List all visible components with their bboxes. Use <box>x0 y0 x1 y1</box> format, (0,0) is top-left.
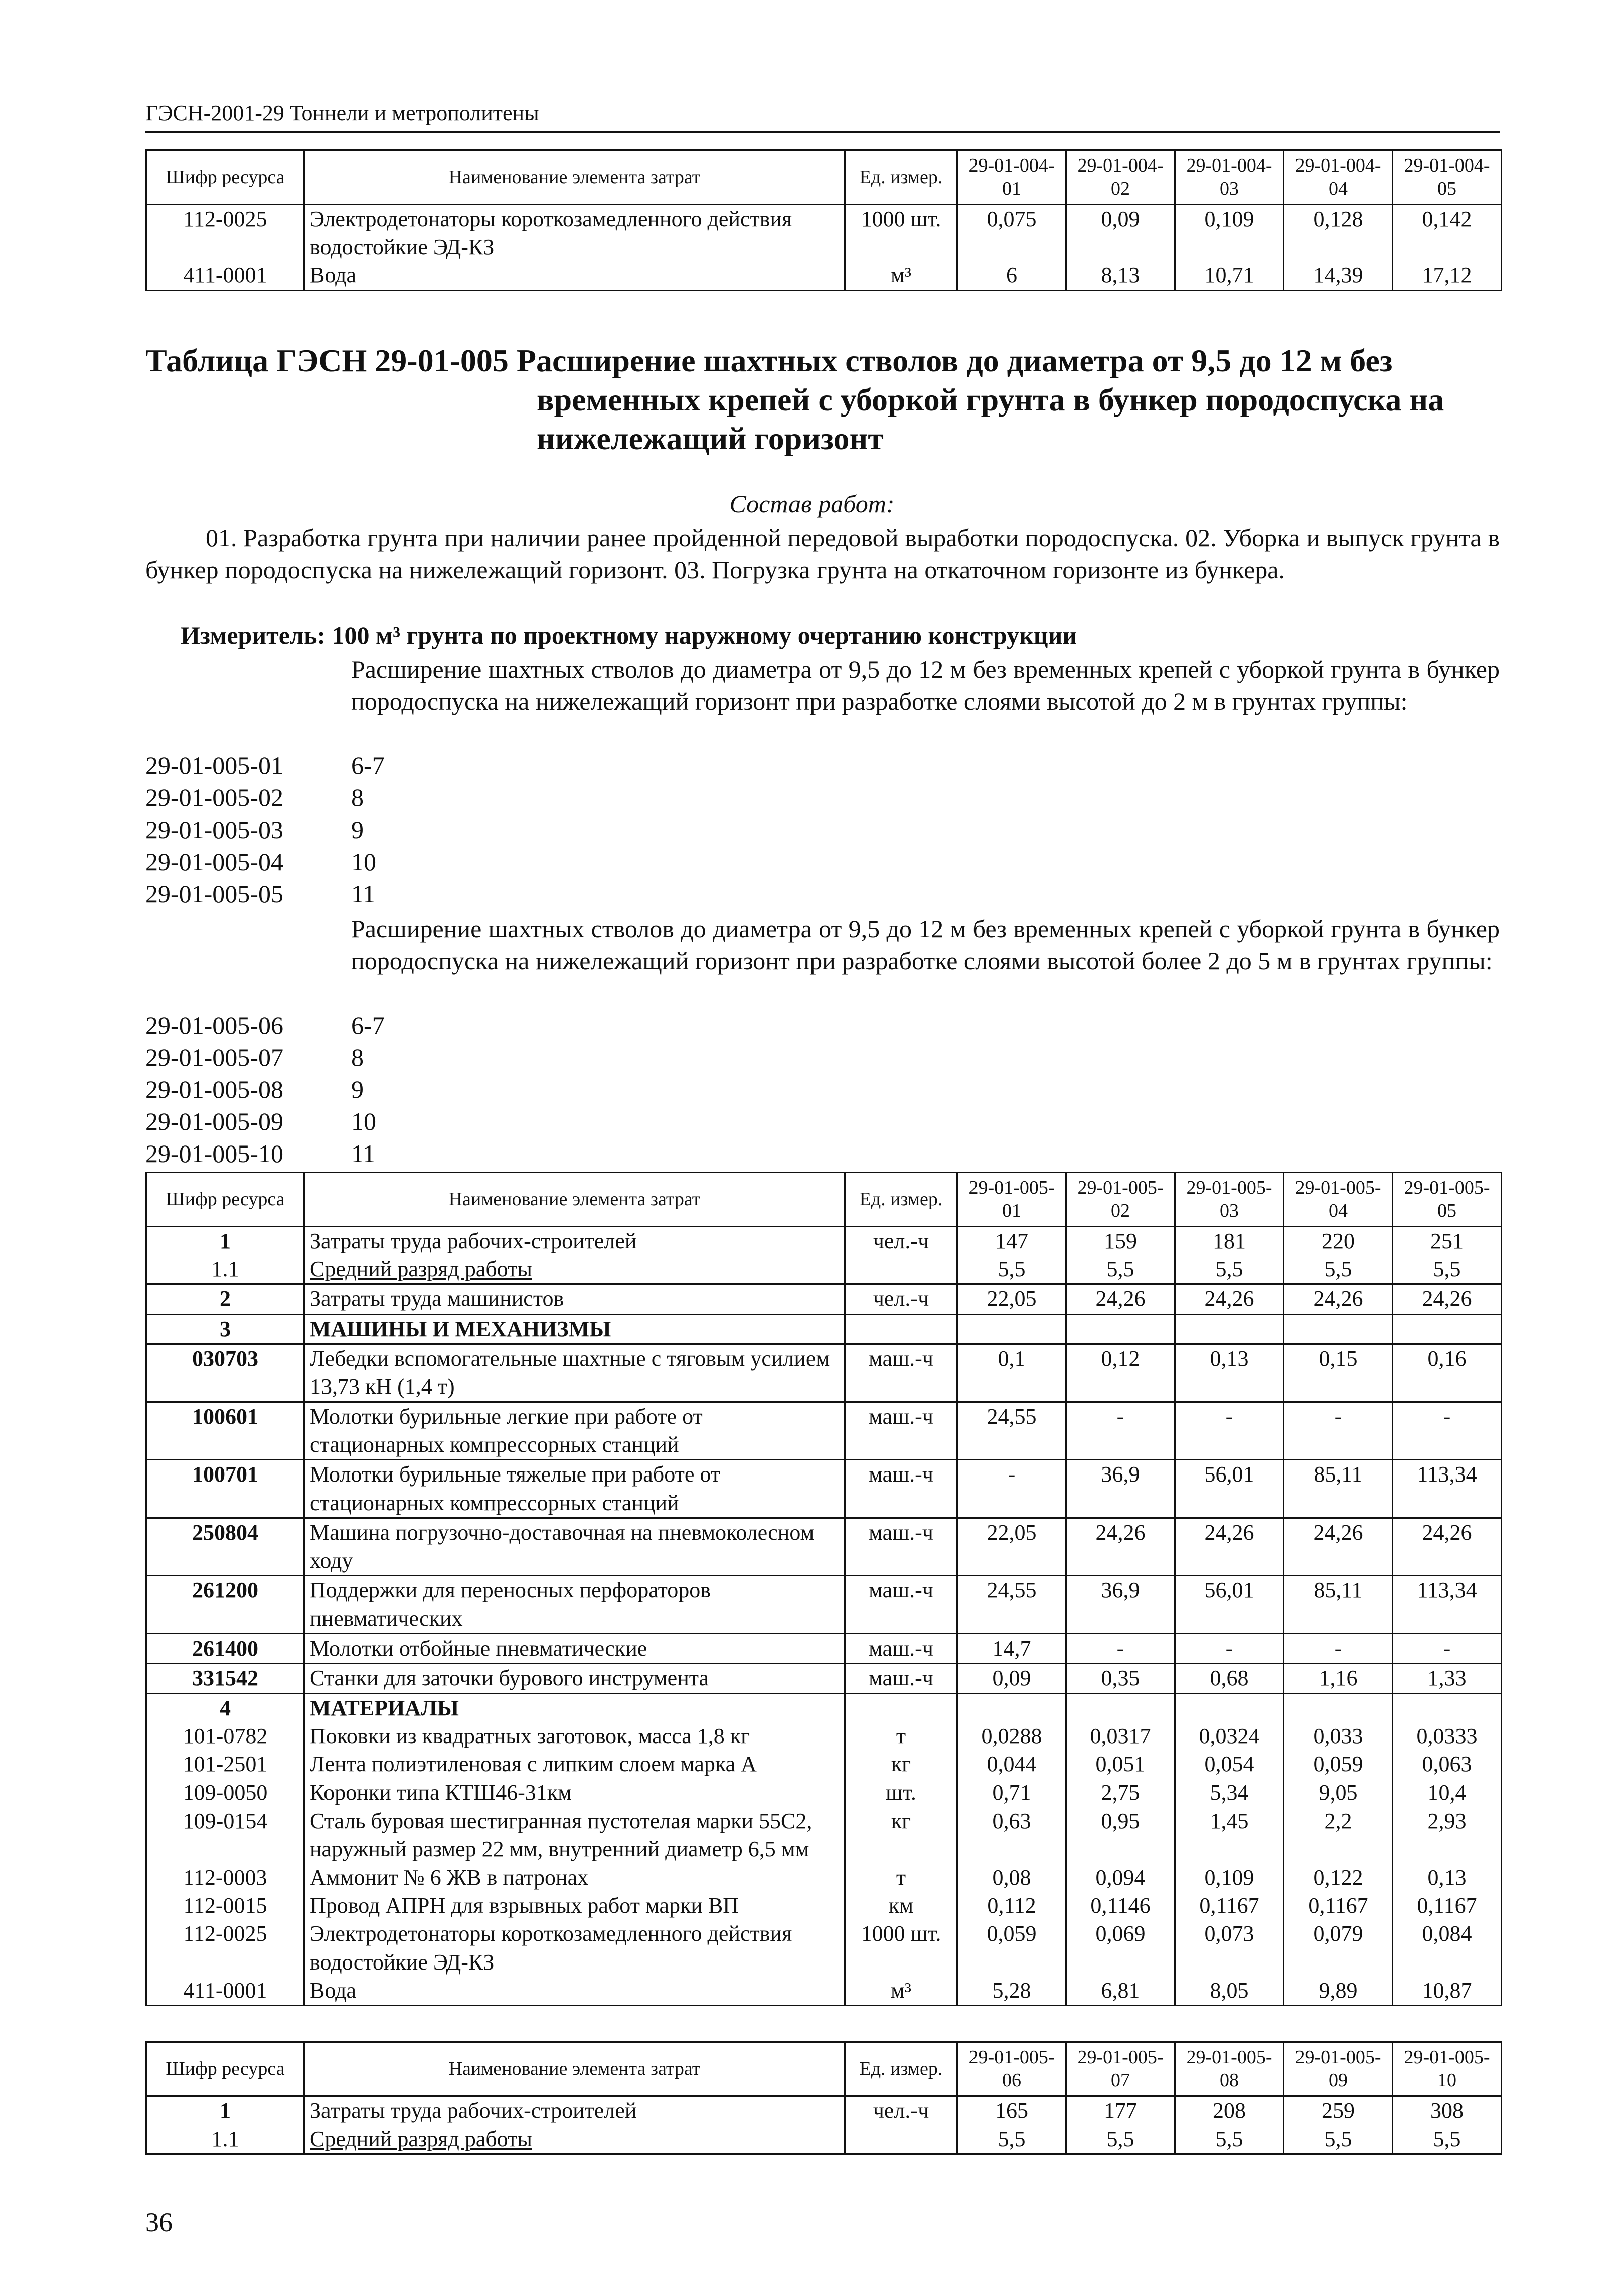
value-cell: 0,0288 <box>957 1722 1066 1750</box>
header-column: 29-01-004-01 <box>957 150 1066 205</box>
norm-code: 29-01-005-05 <box>145 880 283 908</box>
value-cell: 0,13 <box>1393 1864 1502 1892</box>
norm-code: 29-01-005-02 <box>145 783 283 811</box>
resource-code: 261200 <box>146 1576 304 1634</box>
cost-element-name: Затраты труда рабочих-строителей <box>304 2096 845 2125</box>
norm-code: 29-01-005-10 <box>145 1139 283 1168</box>
table-row <box>146 261 1502 290</box>
value-cell <box>1066 1693 1175 1722</box>
code-list-item <box>145 749 385 781</box>
unit-of-measure: маш.-ч <box>845 1664 957 1693</box>
resource-code: 1.1 <box>146 1255 304 1284</box>
value-cell: 0,09 <box>1066 204 1175 261</box>
table-row <box>146 1226 1502 1255</box>
code-list-item <box>145 878 385 910</box>
value-cell: 6 <box>957 261 1066 290</box>
table-row <box>146 1779 1502 1807</box>
unit-of-measure: шт. <box>845 1779 957 1807</box>
soil-group: 9 <box>351 815 364 844</box>
group-code-list-1 <box>145 749 385 910</box>
value-cell: 24,55 <box>957 1576 1066 1634</box>
value-cell: 9,89 <box>1284 1977 1393 2006</box>
value-cell: 113,34 <box>1393 1460 1502 1518</box>
unit-of-measure: чел.-ч <box>845 1284 957 1314</box>
value-cell: 6,81 <box>1066 1977 1175 2006</box>
soil-group: 11 <box>351 1139 376 1168</box>
table-title-rest: временных крепей с уборкой грунта в бункер породоспуска на нижележащий горизонт <box>537 382 1444 456</box>
value-cell: 0,1146 <box>1066 1892 1175 1920</box>
value-cell: - <box>1175 1402 1284 1460</box>
running-header: ГЭСН-2001-29 Тоннели и метрополитены <box>145 101 539 125</box>
cost-element-name: Провод АПРН для взрывных работ марки ВП <box>304 1892 845 1920</box>
value-cell: 14,39 <box>1284 261 1393 290</box>
code-list-item <box>145 1137 385 1170</box>
value-cell: 0,95 <box>1066 1807 1175 1864</box>
value-cell: 1,33 <box>1393 1664 1502 1693</box>
cost-element-name: Станки для заточки бурового инструмента <box>304 1664 845 1693</box>
header-column: 29-01-005-08 <box>1175 2042 1284 2096</box>
unit-of-measure: 1000 шт. <box>845 204 957 261</box>
table-row <box>146 1864 1502 1892</box>
header-column: 29-01-005-07 <box>1066 2042 1175 2096</box>
value-cell: 165 <box>957 2096 1066 2125</box>
value-cell: 0,12 <box>1066 1344 1175 1402</box>
value-cell: 0,051 <box>1066 1750 1175 1778</box>
header-column: 29-01-005-01 <box>957 1173 1066 1227</box>
value-cell: 9,05 <box>1284 1779 1393 1807</box>
value-cell: 0,063 <box>1393 1750 1502 1778</box>
resource-code: 030703 <box>146 1344 304 1402</box>
value-cell: 0,109 <box>1175 1864 1284 1892</box>
value-cell: - <box>1393 1634 1502 1664</box>
header-unit: Ед. измер. <box>845 1173 957 1227</box>
unit-of-measure: м³ <box>845 261 957 290</box>
value-cell: 0,71 <box>957 1779 1066 1807</box>
table-row <box>146 1284 1502 1314</box>
value-cell: 17,12 <box>1393 261 1502 290</box>
unit-of-measure <box>845 1314 957 1344</box>
resource-code: 101-2501 <box>146 1750 304 1778</box>
header-column: 29-01-004-04 <box>1284 150 1393 205</box>
norm-code: 29-01-005-01 <box>145 751 283 779</box>
table-title <box>145 341 1500 458</box>
value-cell: 113,34 <box>1393 1576 1502 1634</box>
resource-code: 109-0050 <box>146 1779 304 1807</box>
code-list-item <box>145 813 385 846</box>
resource-code: 2 <box>146 1284 304 1314</box>
value-cell: 5,34 <box>1175 1779 1284 1807</box>
value-cell: 8,13 <box>1066 261 1175 290</box>
value-cell: - <box>1175 1634 1284 1664</box>
value-cell: 14,7 <box>957 1634 1066 1664</box>
group-description-2: Расширение шахтных стволов до диаметра от 9,5 до 12 м без временных крепей с уборкой грунта в бункер породоспуска на нижележащий горизонт при разработке слоями высотой более 2 до 5 м в грунтах группы: <box>351 915 1500 975</box>
resource-code: 411-0001 <box>146 1977 304 2006</box>
header-name: Наименование элемента затрат <box>304 150 845 205</box>
table-title-lead: Таблица ГЭСН 29-01-005 Расширение шахтных стволов до диаметра от 9,5 до 12 м без <box>145 343 1393 378</box>
unit-of-measure <box>845 1255 957 1284</box>
unit-of-measure: маш.-ч <box>845 1344 957 1402</box>
cost-element-name: Электродетонаторы короткозамедленного действия водостойкие ЭД-КЗ <box>304 204 845 261</box>
value-cell: 24,26 <box>1066 1284 1175 1314</box>
value-cell: 0,63 <box>957 1807 1066 1864</box>
value-cell: 0,069 <box>1066 1920 1175 1977</box>
value-cell: 0,13 <box>1175 1344 1284 1402</box>
value-cell: 0,09 <box>957 1664 1066 1693</box>
unit-of-measure <box>845 1693 957 1722</box>
value-cell: 2,93 <box>1393 1807 1502 1864</box>
header-column: 29-01-004-02 <box>1066 150 1175 205</box>
value-cell: 0,15 <box>1284 1344 1393 1402</box>
value-cell: 24,26 <box>1284 1518 1393 1576</box>
table-row <box>146 1722 1502 1750</box>
value-cell <box>957 1314 1066 1344</box>
cost-element-name: МАШИНЫ И МЕХАНИЗМЫ <box>304 1314 845 1344</box>
continuation-table <box>145 2041 1502 2155</box>
value-cell: 0,094 <box>1066 1864 1175 1892</box>
value-cell: 0,044 <box>957 1750 1066 1778</box>
norm-code: 29-01-005-07 <box>145 1043 283 1071</box>
unit-of-measure: кг <box>845 1750 957 1778</box>
value-cell: 0,109 <box>1175 204 1284 261</box>
value-cell: 24,55 <box>957 1402 1066 1460</box>
previous-table-body <box>146 204 1502 290</box>
value-cell <box>1175 1314 1284 1344</box>
cost-element-name: Поковки из квадратных заготовок, масса 1,8 кг <box>304 1722 845 1750</box>
value-cell: 5,5 <box>1393 1255 1502 1284</box>
value-cell: 22,05 <box>957 1518 1066 1576</box>
value-cell: 36,9 <box>1066 1576 1175 1634</box>
resource-code: 261400 <box>146 1634 304 1664</box>
value-cell: 10,4 <box>1393 1779 1502 1807</box>
unit-of-measure: маш.-ч <box>845 1460 957 1518</box>
table-row <box>146 1402 1502 1460</box>
value-cell <box>1284 1693 1393 1722</box>
value-cell: 5,5 <box>957 1255 1066 1284</box>
value-cell: 0,16 <box>1393 1344 1502 1402</box>
resource-code: 112-0025 <box>146 204 304 261</box>
value-cell: 0,35 <box>1066 1664 1175 1693</box>
code-list-item <box>145 1105 385 1137</box>
header-rule <box>145 131 1500 133</box>
group-code-list-2 <box>145 1009 385 1170</box>
measure-line: Измеритель: 100 м³ грунта по проектному наружному очертанию конструкции <box>181 621 1077 649</box>
value-cell: 5,28 <box>957 1977 1066 2006</box>
header-unit: Ед. измер. <box>845 150 957 205</box>
cost-element-name: Вода <box>304 261 845 290</box>
header-column: 29-01-004-03 <box>1175 150 1284 205</box>
cost-element-name: Коронки типа КТШ46-31км <box>304 1779 845 1807</box>
header-column: 29-01-005-10 <box>1393 2042 1502 2096</box>
value-cell: 251 <box>1393 1226 1502 1255</box>
header-code: Шифр ресурса <box>146 150 304 205</box>
value-cell: 0,054 <box>1175 1750 1284 1778</box>
resource-code: 3 <box>146 1314 304 1344</box>
table-header-row <box>146 150 1502 205</box>
value-cell: 0,128 <box>1284 204 1393 261</box>
code-list-item <box>145 1041 385 1073</box>
value-cell: 1,16 <box>1284 1664 1393 1693</box>
soil-group: 9 <box>351 1075 364 1103</box>
table-row <box>146 1892 1502 1920</box>
unit-of-measure: маш.-ч <box>845 1402 957 1460</box>
value-cell: 10,71 <box>1175 261 1284 290</box>
table-row <box>146 1664 1502 1693</box>
value-cell <box>1393 1693 1502 1722</box>
resource-code: 1 <box>146 2096 304 2125</box>
table-row <box>146 2125 1502 2154</box>
value-cell: 8,05 <box>1175 1977 1284 2006</box>
value-cell: 24,26 <box>1393 1284 1502 1314</box>
value-cell: 159 <box>1066 1226 1175 1255</box>
value-cell: 5,5 <box>1284 2125 1393 2154</box>
value-cell: - <box>1066 1402 1175 1460</box>
unit-of-measure: чел.-ч <box>845 2096 957 2125</box>
table-row <box>146 1460 1502 1518</box>
resource-code: 109-0154 <box>146 1807 304 1864</box>
value-cell: 308 <box>1393 2096 1502 2125</box>
table-row <box>146 204 1502 261</box>
header-column: 29-01-005-02 <box>1066 1173 1175 1227</box>
table-row <box>146 1344 1502 1402</box>
resource-code: 1 <box>146 1226 304 1255</box>
unit-of-measure: маш.-ч <box>845 1518 957 1576</box>
header-column: 29-01-005-05 <box>1393 1173 1502 1227</box>
value-cell: 36,9 <box>1066 1460 1175 1518</box>
resource-code: 250804 <box>146 1518 304 1576</box>
header-column: 29-01-005-06 <box>957 2042 1066 2096</box>
table-row <box>146 1807 1502 1864</box>
soil-group: 10 <box>351 848 376 876</box>
value-cell: - <box>1066 1634 1175 1664</box>
table-row <box>146 1255 1502 1284</box>
value-cell: 0,1167 <box>1393 1892 1502 1920</box>
page-number: 36 <box>145 2207 173 2237</box>
value-cell: 24,26 <box>1175 1284 1284 1314</box>
table-row <box>146 1518 1502 1576</box>
table-header-row <box>146 2042 1502 2096</box>
value-cell: 0,112 <box>957 1892 1066 1920</box>
table-row <box>146 1750 1502 1778</box>
cost-element-name: Молотки бурильные легкие при работе от стационарных компрессорных станций <box>304 1402 845 1460</box>
norm-code: 29-01-005-09 <box>145 1107 283 1135</box>
value-cell: 0,0317 <box>1066 1722 1175 1750</box>
table-row <box>146 1634 1502 1664</box>
unit-of-measure: 1000 шт. <box>845 1920 957 1977</box>
norm-code: 29-01-005-06 <box>145 1011 283 1039</box>
soil-group: 6-7 <box>351 1011 385 1039</box>
value-cell: 0,1167 <box>1175 1892 1284 1920</box>
value-cell: 24,26 <box>1175 1518 1284 1576</box>
value-cell: 24,26 <box>1066 1518 1175 1576</box>
cost-element-name: Затраты труда рабочих-строителей <box>304 1226 845 1255</box>
code-list-item <box>145 846 385 878</box>
value-cell: 208 <box>1175 2096 1284 2125</box>
soil-group: 6-7 <box>351 751 385 779</box>
value-cell <box>1175 1693 1284 1722</box>
unit-of-measure: маш.-ч <box>845 1576 957 1634</box>
value-cell <box>1066 1314 1175 1344</box>
resource-code: 100601 <box>146 1402 304 1460</box>
header-column: 29-01-004-05 <box>1393 150 1502 205</box>
value-cell: 5,5 <box>1393 2125 1502 2154</box>
cost-element-name: Молотки бурильные тяжелые при работе от стационарных компрессорных станций <box>304 1460 845 1518</box>
value-cell: 5,5 <box>1175 2125 1284 2154</box>
code-list-item <box>145 1009 385 1041</box>
table-row <box>146 1314 1502 1344</box>
resource-code: 100701 <box>146 1460 304 1518</box>
cost-element-name: Затраты труда машинистов <box>304 1284 845 1314</box>
value-cell: 0,075 <box>957 204 1066 261</box>
value-cell: 24,26 <box>1393 1518 1502 1576</box>
cost-element-name: Машина погрузочно-доставочная на пневмоколесном ходу <box>304 1518 845 1576</box>
value-cell: - <box>1284 1634 1393 1664</box>
cost-element-name: Аммонит № 6 ЖВ в патронах <box>304 1864 845 1892</box>
value-cell: - <box>1284 1402 1393 1460</box>
table-row <box>146 1693 1502 1722</box>
value-cell: 5,5 <box>1066 1255 1175 1284</box>
resource-code: 112-0015 <box>146 1892 304 1920</box>
unit-of-measure: т <box>845 1722 957 1750</box>
header-unit: Ед. измер. <box>845 2042 957 2096</box>
value-cell: 0,122 <box>1284 1864 1393 1892</box>
unit-of-measure: маш.-ч <box>845 1634 957 1664</box>
value-cell: 0,0324 <box>1175 1722 1284 1750</box>
value-cell: 0,0333 <box>1393 1722 1502 1750</box>
value-cell: 0,1 <box>957 1344 1066 1402</box>
cost-element-name: Электродетонаторы короткозамедленного действия водостойкие ЭД-КЗ <box>304 1920 845 1977</box>
unit-of-measure: км <box>845 1892 957 1920</box>
value-cell <box>1393 1314 1502 1344</box>
main-table-body <box>146 1226 1502 2005</box>
main-table <box>145 1172 1502 2006</box>
unit-of-measure: т <box>845 1864 957 1892</box>
norm-code: 29-01-005-03 <box>145 815 283 844</box>
cost-element-name: Средний разряд работы <box>304 1255 845 1284</box>
value-cell: 5,5 <box>957 2125 1066 2154</box>
value-cell: 0,059 <box>1284 1750 1393 1778</box>
value-cell: 0,059 <box>957 1920 1066 1977</box>
value-cell: 0,084 <box>1393 1920 1502 1977</box>
value-cell: 0,079 <box>1284 1920 1393 1977</box>
value-cell <box>1284 1314 1393 1344</box>
cost-element-name: Поддержки для переносных перфораторов пневматических <box>304 1576 845 1634</box>
unit-of-measure <box>845 2125 957 2154</box>
cost-element-name: Вода <box>304 1977 845 2006</box>
resource-code: 101-0782 <box>146 1722 304 1750</box>
value-cell: 5,5 <box>1175 1255 1284 1284</box>
value-cell: 85,11 <box>1284 1576 1393 1634</box>
header-column: 29-01-005-04 <box>1284 1173 1393 1227</box>
value-cell: 181 <box>1175 1226 1284 1255</box>
cost-element-name: Средний разряд работы <box>304 2125 845 2154</box>
continuation-table-body <box>146 2096 1502 2154</box>
soil-group: 10 <box>351 1107 376 1135</box>
code-list-item <box>145 1073 385 1105</box>
cost-element-name: Лебедки вспомогательные шахтные с тяговым усилием 13,73 кН (1,4 т) <box>304 1344 845 1402</box>
group-description-1: Расширение шахтных стволов до диаметра от 9,5 до 12 м без временных крепей с уборкой грунта в бункер породоспуска на нижележащий горизонт при разработке слоями высотой до 2 м в грунтах группы: <box>351 655 1500 715</box>
composition-heading: Состав работ: <box>729 489 895 518</box>
value-cell: 24,26 <box>1284 1284 1393 1314</box>
table-row <box>146 1576 1502 1634</box>
table-row <box>146 2096 1502 2125</box>
table-header-row <box>146 1173 1502 1227</box>
header-code: Шифр ресурса <box>146 1173 304 1227</box>
norm-code: 29-01-005-04 <box>145 848 283 876</box>
code-list-item <box>145 781 385 813</box>
resource-code: 331542 <box>146 1664 304 1693</box>
soil-group: 8 <box>351 1043 364 1071</box>
value-cell: 2,75 <box>1066 1779 1175 1807</box>
header-column: 29-01-005-03 <box>1175 1173 1284 1227</box>
header-name: Наименование элемента затрат <box>304 1173 845 1227</box>
value-cell: 10,87 <box>1393 1977 1502 2006</box>
cost-element-name: МАТЕРИАЛЫ <box>304 1693 845 1722</box>
cost-element-name: Сталь буровая шестигранная пустотелая марки 55С2, наружный размер 22 мм, внутренний диаметр 6,5 мм <box>304 1807 845 1864</box>
resource-code: 112-0025 <box>146 1920 304 1977</box>
value-cell: - <box>957 1460 1066 1518</box>
value-cell: 1,45 <box>1175 1807 1284 1864</box>
previous-table <box>145 149 1502 291</box>
norm-code: 29-01-005-08 <box>145 1075 283 1103</box>
value-cell: 2,2 <box>1284 1807 1393 1864</box>
header-code: Шифр ресурса <box>146 2042 304 2096</box>
value-cell: 5,5 <box>1284 1255 1393 1284</box>
value-cell: 56,01 <box>1175 1460 1284 1518</box>
resource-code: 1.1 <box>146 2125 304 2154</box>
resource-code: 4 <box>146 1693 304 1722</box>
value-cell: 220 <box>1284 1226 1393 1255</box>
value-cell: 0,68 <box>1175 1664 1284 1693</box>
value-cell <box>957 1693 1066 1722</box>
value-cell: 0,142 <box>1393 204 1502 261</box>
value-cell: 177 <box>1066 2096 1175 2125</box>
soil-group: 8 <box>351 783 364 811</box>
value-cell: 56,01 <box>1175 1576 1284 1634</box>
value-cell: 0,08 <box>957 1864 1066 1892</box>
table-row <box>146 1977 1502 2006</box>
value-cell: 0,1167 <box>1284 1892 1393 1920</box>
header-name: Наименование элемента затрат <box>304 2042 845 2096</box>
soil-group: 11 <box>351 880 376 908</box>
resource-code: 112-0003 <box>146 1864 304 1892</box>
value-cell: 0,073 <box>1175 1920 1284 1977</box>
value-cell: 85,11 <box>1284 1460 1393 1518</box>
value-cell: 5,5 <box>1066 2125 1175 2154</box>
header-column: 29-01-005-09 <box>1284 2042 1393 2096</box>
value-cell: 22,05 <box>957 1284 1066 1314</box>
value-cell: 259 <box>1284 2096 1393 2125</box>
composition-text: 01. Разработка грунта при наличии ранее пройденной передовой выработки породоспуска. 02. Уборка и выпуск грунта в бункер породоспуска на нижележащий горизонт. 03. Погрузка грунта на откаточном горизонте из бункера. <box>145 524 1500 584</box>
unit-of-measure: кг <box>845 1807 957 1864</box>
cost-element-name: Молотки отбойные пневматические <box>304 1634 845 1664</box>
cost-element-name: Лента полиэтиленовая с липким слоем марка А <box>304 1750 845 1778</box>
value-cell: - <box>1393 1402 1502 1460</box>
resource-code: 411-0001 <box>146 261 304 290</box>
table-row <box>146 1920 1502 1977</box>
value-cell: 0,033 <box>1284 1722 1393 1750</box>
value-cell: 147 <box>957 1226 1066 1255</box>
unit-of-measure: чел.-ч <box>845 1226 957 1255</box>
unit-of-measure: м³ <box>845 1977 957 2006</box>
